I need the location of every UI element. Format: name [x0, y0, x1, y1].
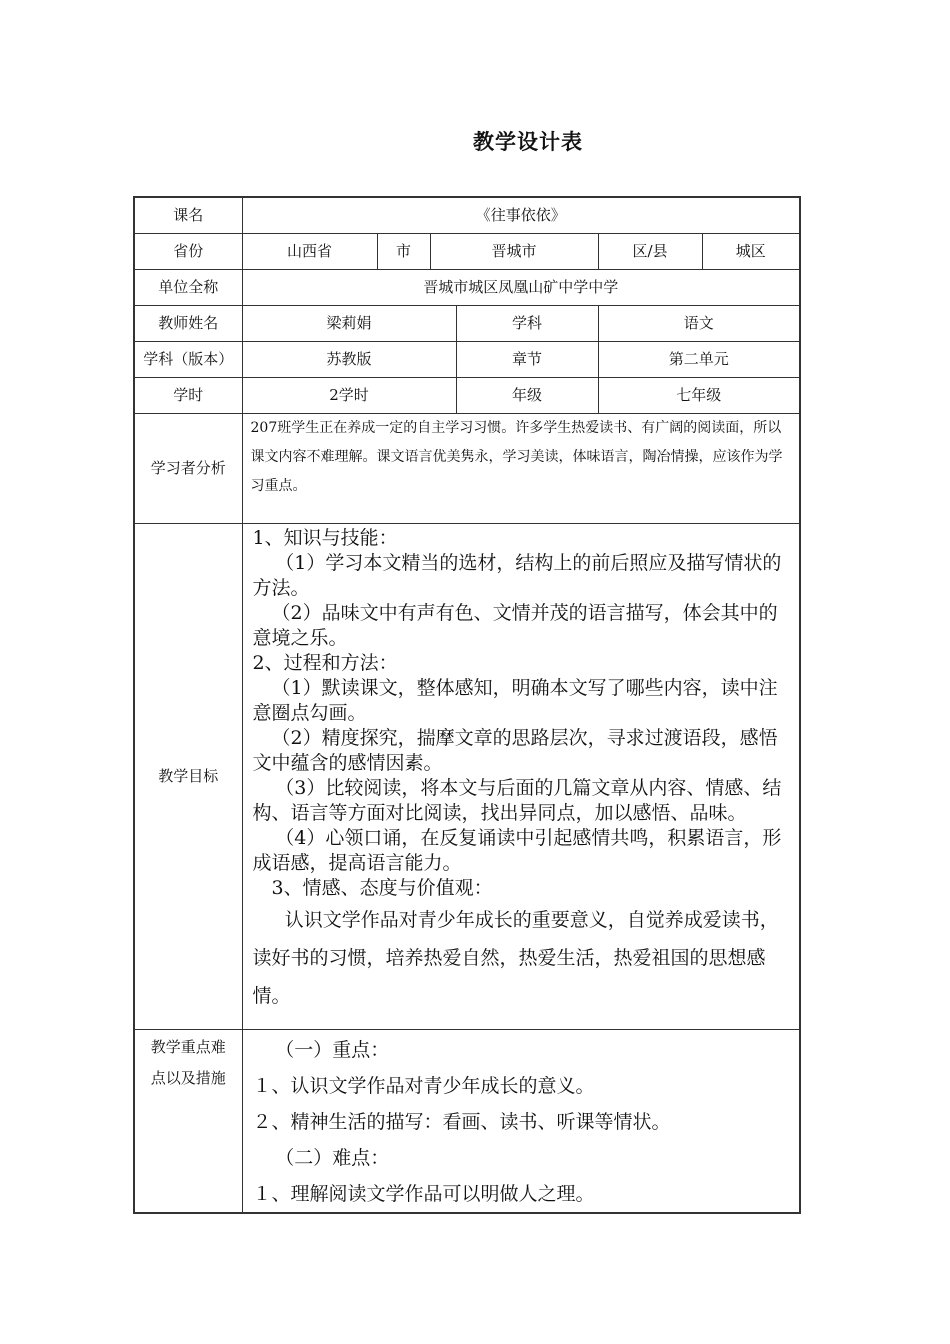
page-title: 教学设计表 — [473, 130, 583, 154]
focus-label-line: 教学重点难 — [150, 1037, 226, 1056]
province-label: 省份 — [134, 233, 242, 269]
hours-value: 2学时 — [242, 377, 456, 413]
goals-line: （3）比较阅读，将本文与后面的几篇文章从内容、情感、结构、语言等方面对比阅读，找出异同点，加以感悟、品味。 — [252, 776, 782, 824]
goals-line: （4）心领口诵，在反复诵读中引起感情共鸣，积累语言，形成语感，提高语言能力。 — [252, 826, 782, 874]
goals-line: （1）学习本文精当的选材，结构上的前后照应及描写情状的方法。 — [252, 551, 782, 599]
row-location — [134, 233, 800, 269]
hours-label: 学时 — [134, 377, 242, 413]
grade-value: 七年级 — [598, 377, 800, 413]
chapter-label: 章节 — [456, 341, 598, 377]
row-course — [134, 197, 800, 233]
row-goals — [134, 523, 800, 1029]
goals-line: （2）品味文中有声有色、文情并茂的语言描写，体会其中的意境之乐。 — [252, 601, 778, 649]
subject-label: 学科 — [456, 305, 598, 341]
goals-content — [242, 523, 800, 1029]
row-unit — [134, 269, 800, 305]
focus-line: ２、精神生活的描写：看画、读书、听课等情状。 — [252, 1110, 671, 1133]
city-label: 市 — [377, 233, 430, 269]
district-label: 区/县 — [598, 233, 702, 269]
edition-value: 苏教版 — [242, 341, 456, 377]
edition-label: 学科（版本） — [134, 341, 242, 377]
grade-label: 年级 — [456, 377, 598, 413]
row-teacher — [134, 305, 800, 341]
unit-label: 单位全称 — [134, 269, 242, 305]
row-focus — [134, 1029, 800, 1213]
goals-label: 教学目标 — [134, 523, 242, 1029]
row-edition — [134, 341, 800, 377]
focus-content — [242, 1029, 800, 1213]
analysis-label: 学习者分析 — [134, 413, 242, 523]
analysis-text: 207班学生正在养成一定的自主学习习惯。许多学生热爱读书、有广阔的阅读面，所以课文内容不难理解。课文语言优美隽永，学习美读，体味语言，陶冶情操，应该作为学习重点。 — [242, 413, 800, 523]
province-value: 山西省 — [242, 233, 377, 269]
row-hours — [134, 377, 800, 413]
city-value: 晋城市 — [430, 233, 598, 269]
goals-line: 3、情感、态度与价值观： — [271, 876, 493, 899]
goals-line: 认识文学作品对青少年成长的重要意义，自觉养成爱读书，读好书的习惯，培养热爱自然，热爱生活，热爱祖国的思想感情。 — [252, 908, 779, 1007]
teacher-value: 梁莉娟 — [242, 305, 456, 341]
course-value: 《往事依依》 — [242, 197, 800, 233]
goals-line: （2）精度探究，揣摩文章的思路层次，寻求过渡语段，感悟文中蕴含的感情因素。 — [252, 726, 778, 774]
goals-line: 1、知识与技能： — [252, 526, 398, 549]
focus-label-line: 点以及措施 — [150, 1068, 226, 1087]
goals-line: 2、过程和方法： — [252, 651, 398, 674]
goals-line: （1）默读课文，整体感知，明确本文写了哪些内容，读中注意圈点勾画。 — [252, 676, 778, 724]
row-analysis — [134, 413, 800, 523]
district-value: 城区 — [702, 233, 800, 269]
teaching-design-table — [133, 196, 801, 1214]
teacher-label: 教师姓名 — [134, 305, 242, 341]
subject-value: 语文 — [598, 305, 800, 341]
chapter-value: 第二单元 — [598, 341, 800, 377]
focus-line: （二）难点： — [275, 1146, 390, 1169]
focus-line: （一）重点： — [275, 1038, 390, 1061]
focus-line: １、认识文学作品对青少年成长的意义。 — [252, 1074, 595, 1097]
focus-label — [134, 1029, 242, 1213]
unit-value: 晋城市城区凤凰山矿中学中学 — [242, 269, 800, 305]
course-label: 课名 — [134, 197, 242, 233]
focus-line: １、理解阅读文学作品可以明做人之理。 — [252, 1182, 595, 1205]
